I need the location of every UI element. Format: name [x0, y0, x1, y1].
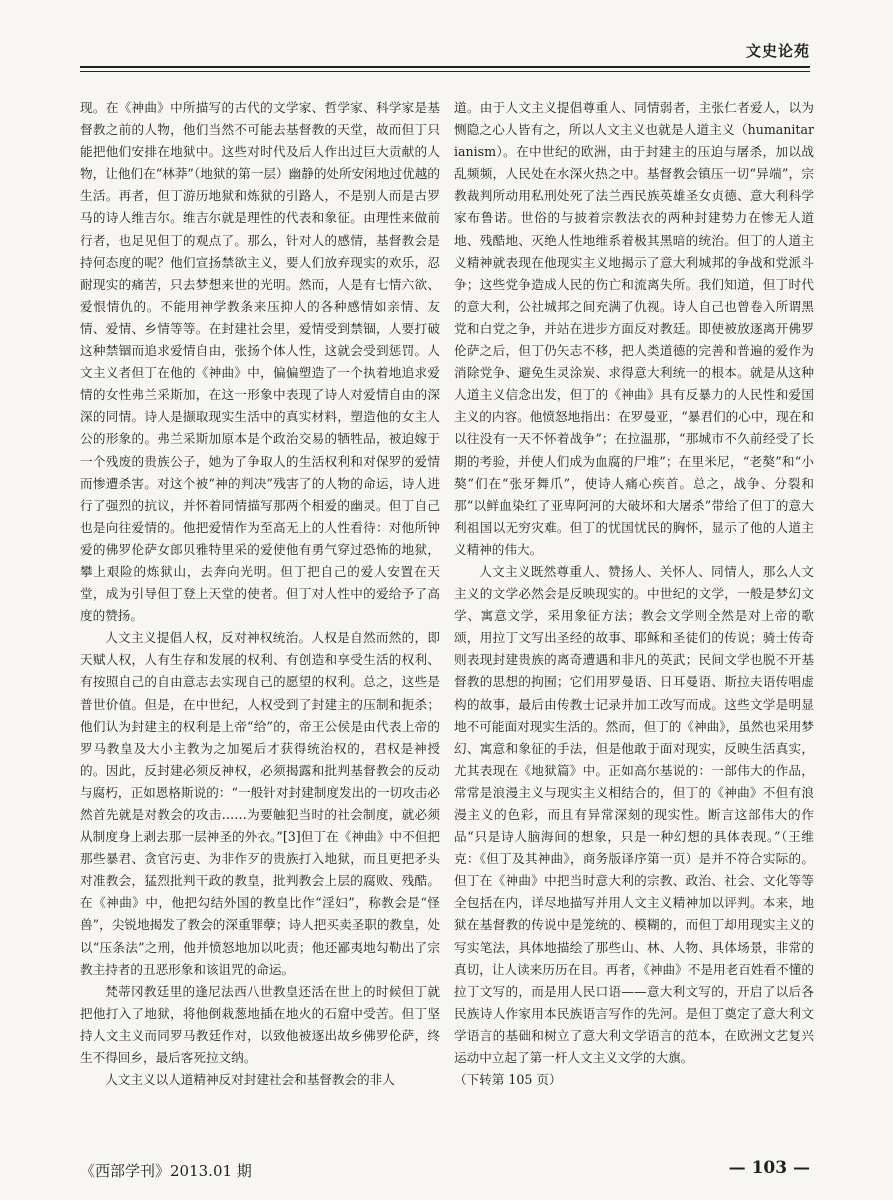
journal-name: 《西部学刊》2013.01 期 — [80, 1162, 252, 1180]
page-header — [80, 40, 810, 82]
section-title: 文史论苑 — [745, 42, 810, 60]
paragraph: 人文主义既然尊重人、赞扬人、关怀人、同情人，那么人文主义的文学必然会是反映现实的。中世纪的文学，一般是梦幻文学、寓意文学，采用象征方法；教会文学则全然是对上帝的歌颂，用拉丁文写出圣经的故事、耶稣和圣徒们的传说；骑士传奇则表现封建贵族的离奇遭遇和非凡的英武；民间文学也脱不开基督教的思想的拘囿；它们用罗曼语、日耳曼语、斯拉夫语传唱虚构的故事，最后由传教士记录并加工改写而成。这些文学是明显地不可能面对现实生活的。然而，但丁的《神曲》，虽然也采用梦幻、寓意和象征的手法，但是他敢于面对现实，反映生活真实，尤其表现在《地狱篇》中。正如高尔基说的：一部伟大的作品，常常是浪漫主义与现实主义相结合的，但丁的《神曲》不但有浪漫主义的色彩，而且有异常深刻的现实性。断言这部伟大的作品“只是诗人脑海间的想象，只是一种幻想的具体表现。”（王维克：《但丁及其神曲》，商务版译序第一页）是并不符合实际的。但丁在《神曲》中把当时意大利的宗教、政治、社会、文化等等全包括在内，详尽地描写并用人文主义精神加以评判。本来，地狱在基督教的传说中是笼统的、模糊的，而但丁却用现实主义的写实笔法，具体地描绘了那些山、林、人物、具体场景，非常的真切，让人读来历历在目。再者，《神曲》不是用老百姓看不懂的拉丁文写的，而是用人民口语——意大利文写的，开启了以后各民族诗人作家用本民族语言写作的先河。是但丁奠定了意大利文学语言的基础和树立了意大利文学语言的范本，在欧洲文艺复兴运动中立起了第一杆人文主义文学的大旗。 — [454, 563, 814, 1066]
header-rule-thick — [80, 66, 810, 68]
paragraph: 现。在《神曲》中所描写的古代的文学家、哲学家、科学家是基督教之前的人物，他们当然不可能去基督教的天堂，故而但丁只能把他们安排在地狱中。这些对时代及后人作出过巨大贡献的人物，让他们在“林莽”（地狱的第一层）幽静的处所安闲地过优越的生活。再者，但丁游历地狱和炼狱的引路人，不是别人而是古罗马的诗人维吉尔。维吉尔就是理性的代表和象征。由理性来做前行者，也足见但丁的观点了。那么，针对人的感情，基督教会是持何态度的呢？他们宣扬禁欲主义，要人们放弃现实的欢乐，忍耐现实的痛苦，只去梦想来世的光明。然而，人是有七情六欲、爱恨情仇的。不能用神学教条来压抑人的各种感情如亲情、友情、爱情、乡情等等。在封建社会里，爱情受到禁锢，人要打破这种禁锢而追求爱情自由，张扬个体人性，这就会受到惩罚。人文主义者但丁在他的《神曲》中，偏偏塑造了一个执着地追求爱情的女性弗兰采斯加，在这一形象中表现了诗人对爱情自由的深深的同情。诗人是撷取现实生活中的真实材料，塑造他的女主人公的形象的。弗兰采斯加原本是个政治交易的牺牲品，被迫嫁于一个残废的贵族公子，她为了争取人的生活权利和对保罗的爱情而惨遭杀害。对这个被“神的判决”残害了的人物的命运，诗人进行了强烈的抗议，并怀着同情描写那两个相爱的幽灵。但丁自己也是向往爱情的。他把爱情作为至高无上的人性看待：对他所钟爱的佛罗伦萨女郎贝雅特里采的爱使他有勇气穿过恐怖的地狱，攀上艰险的炼狱山，去奔向光明。但丁把自己的爱人安置在天堂，成为引导但丁登上天堂的使者。但丁对人性中的爱给予了高度的赞扬。 — [80, 100, 440, 624]
paragraph: 道。由于人文主义提倡尊重人、同情弱者，主张仁者爱人，以为恻隐之心人皆有之，所以人文主义也就是人道主义（humanitarianism）。在中世纪的欧洲，由于封建主的压迫与屠杀，加以战乱频频，人民处在水深火热之中。基督教会镇压一切“异端”，宗教裁判所动用私刑处死了法兰西民族英雄圣女贞德、意大利科学家布鲁诺。世俗的与披着宗教法衣的两种封建势力在惨无人道地、残酷地、灭绝人性地维系着极其黑暗的统治。但丁的人道主义精神就表现在他现实主义地揭示了意大利城邦的争战和党派斗争；这些党争造成人民的伤亡和流离失所。我们知道，但丁时代的意大利，公社城邦之间充满了仇视。诗人自己也曾卷入所谓黑党和白党之争，并站在进步方面反对教廷。即使被放逐离开佛罗伦萨之后，但丁仍矢志不移，把人类道德的完善和普遍的爱作为消除党争、避免生灵涂炭、求得意大利统一的根本。就是从这种人道主义信念出发，但丁的《神曲》具有反暴力的人民性和爱国主义的内容。他愤怒地指出：在罗曼亚，“暴君们的心中，现在和以往没有一天不怀着战争”；在拉温那，“那城市不久前经受了长期的考验，并使人们成为血腐的尸堆”；在里米尼，“老獒”和“小獒”们在“张牙舞爪”，使诗人痛心疾首。总之，战争、分裂和那“以鲜血染红了亚卑阿河的大破坏和大屠杀”带给了但丁的意大利祖国以无穷灾难。但丁的忧国忧民的胸怀，显示了他的人道主义精神的伟大。 — [454, 100, 814, 557]
right-column — [454, 97, 814, 1147]
article-body — [80, 97, 814, 1147]
header-rule-thin — [80, 71, 810, 72]
continued-note: （下转第 105 页） — [454, 1072, 562, 1088]
paragraph: 梵蒂冈教廷里的逢尼法西八世教皇还活在世上的时候但丁就把他打入了地狱，将他倒栽葱地插在地火的石窟中受苦。但丁坚持人文主义而同罗马教廷作对，以致他被逐出故乡佛罗伦萨，终生不得回乡，最后客死拉文纳。 — [80, 983, 440, 1066]
page-footer — [80, 1158, 810, 1188]
left-column — [80, 97, 440, 1147]
page-number: — 103 — — [728, 1158, 810, 1178]
paragraph: 人文主义以人道精神反对封建社会和基督教会的非人 — [105, 1072, 395, 1088]
paragraph: 人文主义提倡人权，反对神权统治。人权是自然而然的，即天赋人权，人有生存和发展的权利、有创造和享受生活的权利、有按照自己的自由意志去实现自己的愿望的权利。总之，这些是普世价值。但是，在中世纪，人权受到了封建主的压制和扼杀；他们认为封建主的权利是上帝“给”的，帝王公侯是由代表上帝的罗马教皇及大小主教为之加冕后才获得统治权的，君权是神授的。因此，反封建必须反神权，必须揭露和批判基督教会的反动与腐朽，正如恩格斯说的：“一般针对封建制度发出的一切攻击必然首先就是对教会的攻击……为要触犯当时的社会制度，就必须从制度身上剥去那一层神圣的外衣。”[3]但丁在《神曲》中不但把那些暴君、贪官污吏、为非作歹的贵族打入地狱，而且更把矛头对准教会，猛烈批判干政的教皇，批判教会上层的腐败、残酷。在《神曲》中，他把勾结外国的教皇比作“淫妇”，称教会是“怪兽”，尖锐地揭发了教会的深重罪孽；诗人把买卖圣职的教皇，处以“压条法”之刑，他并愤怒地加以叱责；他还鄙夷地勾勒出了宗教主持者的丑恶形象和该诅咒的命运。 — [80, 630, 440, 977]
